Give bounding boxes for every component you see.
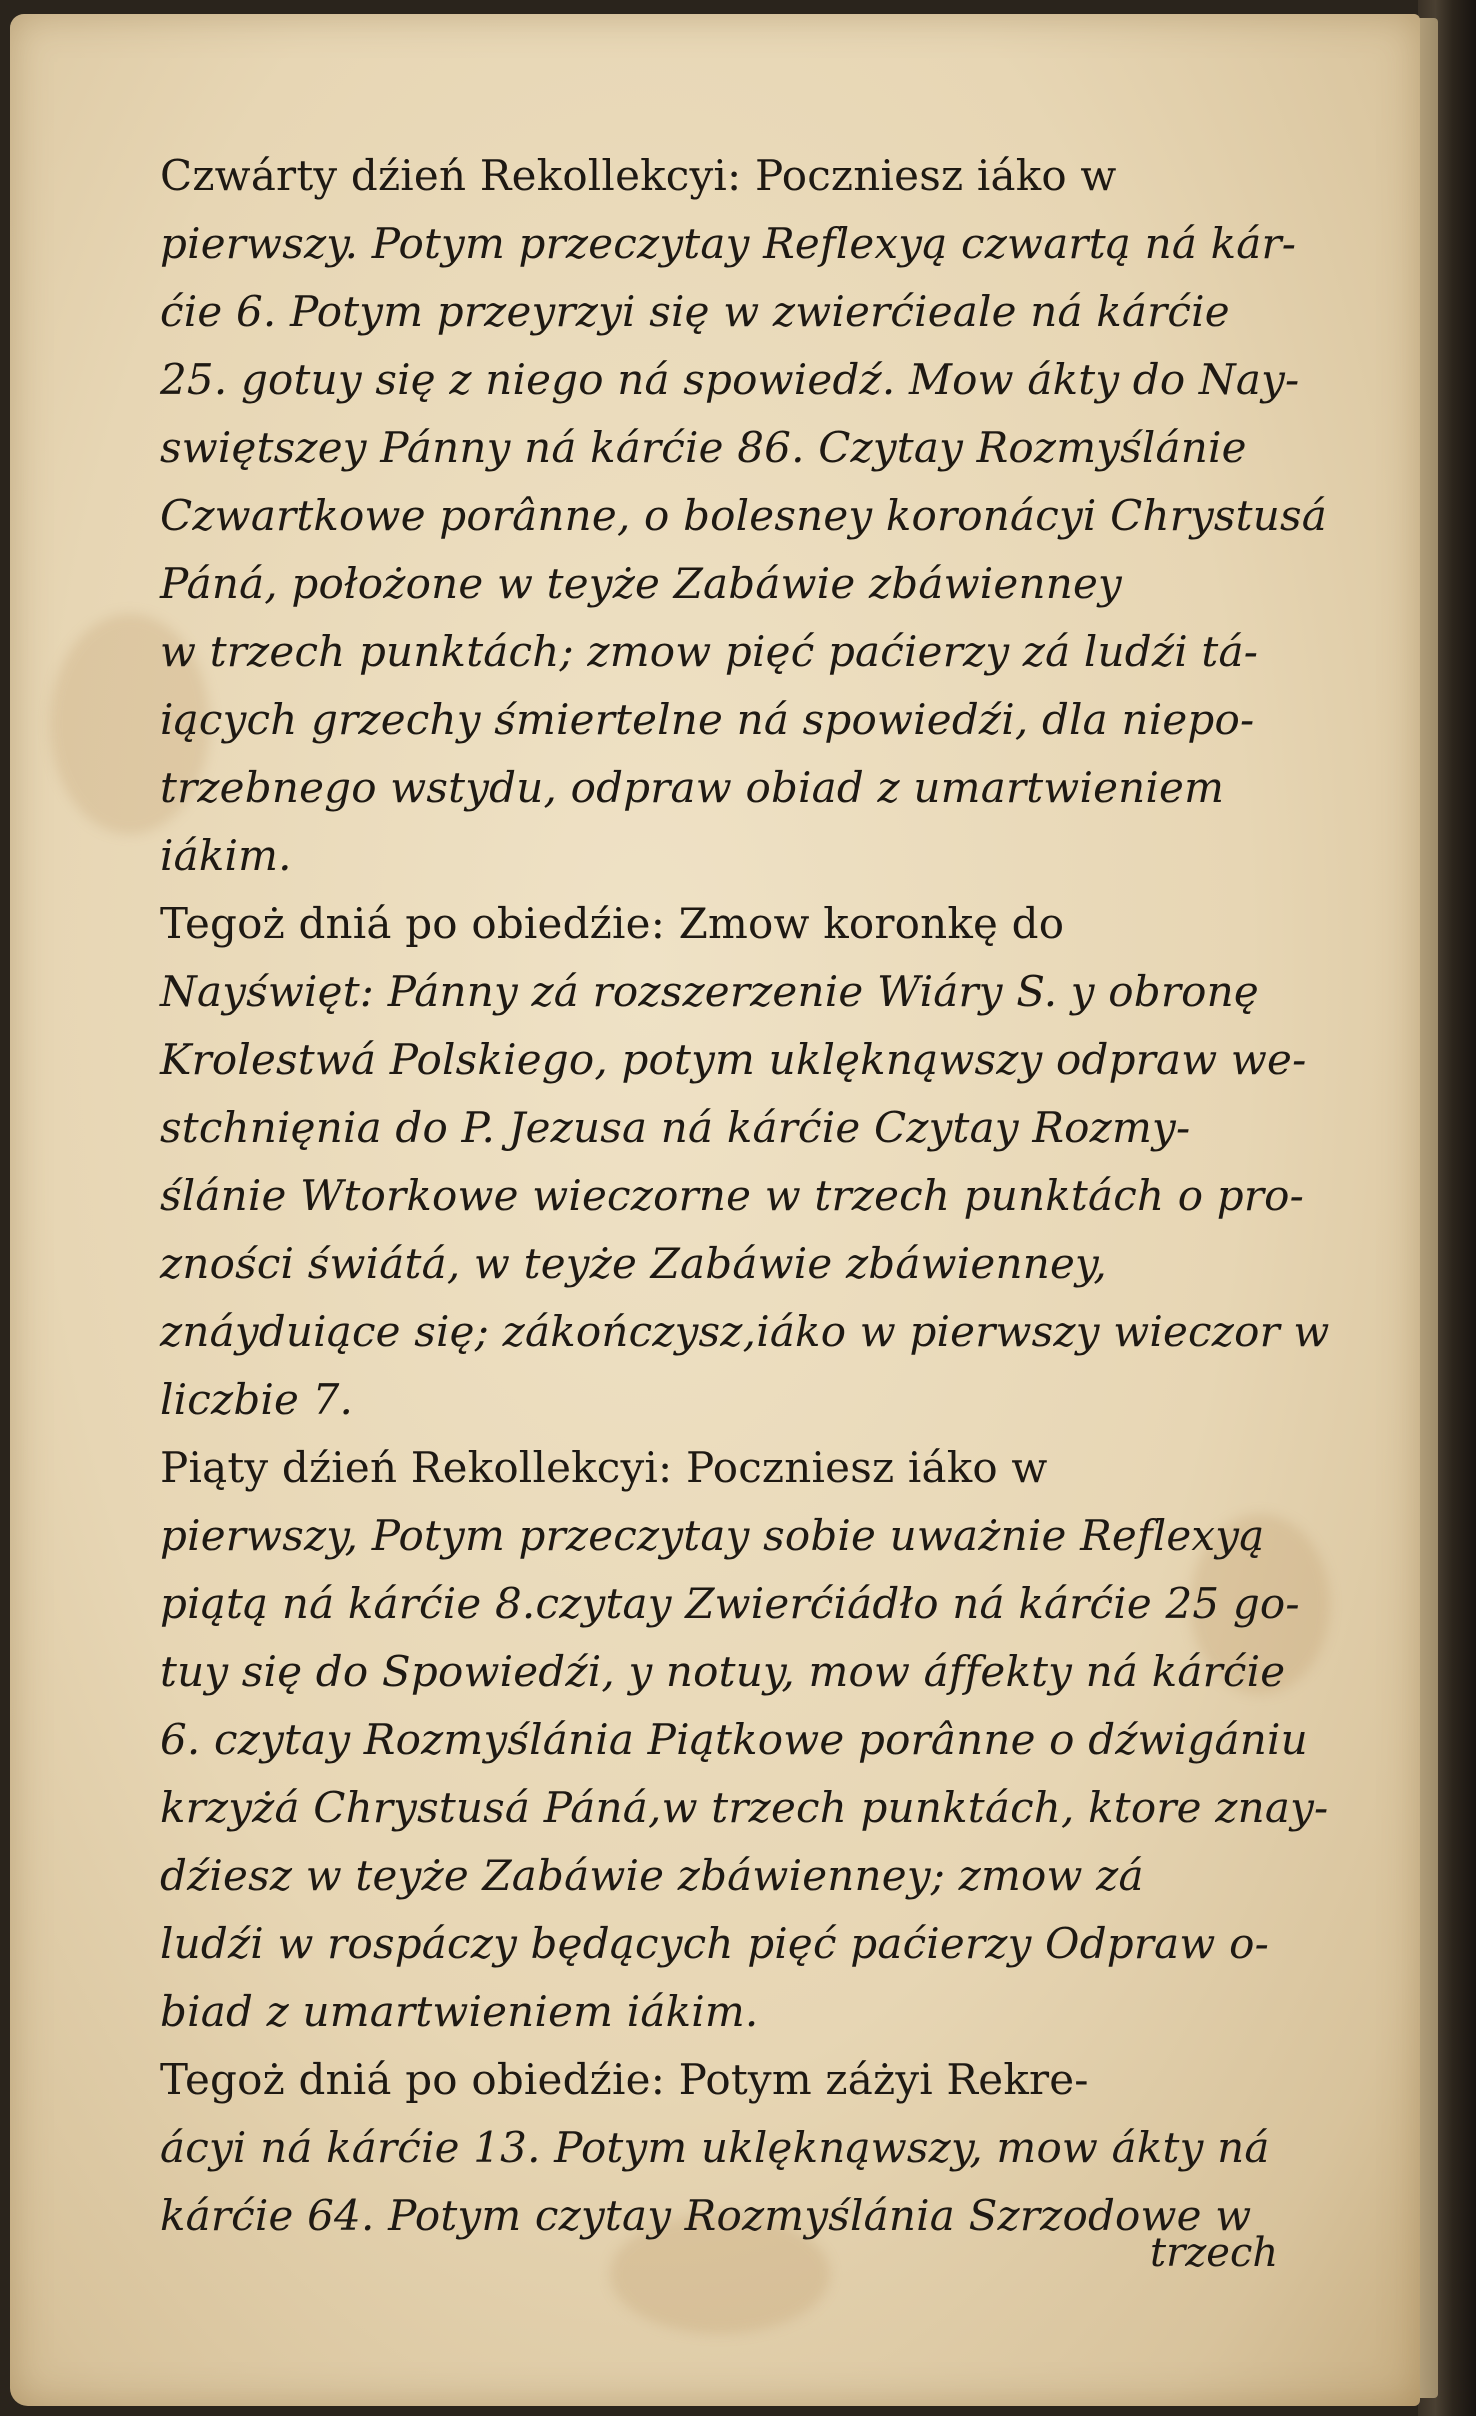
text-line: kárćie 64. Potym czytay Rozmyślánia Szrzodowe w <box>160 2191 1252 2240</box>
text-line: Czwárty dźień Rekollekcyi: Poczniesz iáko w <box>160 151 1117 200</box>
text-line: Czwartkowe porânne, o bolesney koronácyi Chrystusá <box>160 491 1327 540</box>
text-line: iących grzechy śmiertelne ná spowiedźi, dla niepo- <box>160 695 1255 744</box>
text-line: pierwszy, Potym przeczytay sobie uważnie Reflexyą <box>160 1511 1265 1560</box>
text-line: biad z umartwieniem iákim. <box>160 1987 759 2036</box>
text-line: ćie 6. Potym przeyrzyi się w zwierćieale ná kárćie <box>160 287 1230 336</box>
text-line: tuy się do Spowiedźi, y notuy, mow áffekty ná kárćie <box>160 1647 1286 1696</box>
text-line: ácyi ná kárćie 13. Potym uklęknąwszy, mow ákty ná <box>160 2123 1270 2172</box>
text-line: stchnięnia do P. Jezusa ná kárćie Czytay Rozmy- <box>160 1103 1191 1152</box>
page-text <box>160 142 1370 2250</box>
text-line: swiętszey Pánny ná kárćie 86. Czytay Rozmyślánie <box>160 423 1247 472</box>
text-line: 25. gotuy się z niego ná spowiedź. Mow ákty do Nay- <box>160 355 1300 404</box>
text-line: pierwszy. Potym przeczytay Reflexyą czwartą ná kár- <box>160 219 1297 268</box>
text-line: trzebnego wstydu, odpraw obiad z umartwieniem <box>160 763 1225 812</box>
text-line: ślánie Wtorkowe wieczorne w trzech punktách o pro- <box>160 1171 1305 1220</box>
text-line: zności świátá, w teyże Zabáwie zbáwienney, <box>160 1239 1107 1288</box>
text-line: w trzech punktách; zmow pięć paćierzy zá ludźi tá- <box>160 627 1259 676</box>
text-line: krzyżá Chrystusá Páná,w trzech punktách, ktore znay- <box>160 1783 1329 1832</box>
text-line: Páná, położone w teyże Zabáwie zbáwienney <box>160 559 1122 608</box>
text-line: Krolestwá Polskiego, potym uklęknąwszy odpraw we- <box>160 1035 1307 1084</box>
catchword: trzech <box>1150 2230 1279 2276</box>
text-line: Nayświęt: Pánny zá rozszerzenie Wiáry S. y obronę <box>160 967 1259 1016</box>
text-line: znáyduiące się; zákończysz,iáko w pierwszy wieczor w <box>160 1307 1330 1356</box>
text-line: iákim. <box>160 831 292 880</box>
text-line: Piąty dźień Rekollekcyi: Poczniesz iáko w <box>160 1443 1048 1492</box>
text-line: piątą ná kárćie 8.czytay Zwierćiádło ná kárćie 25 go- <box>160 1579 1300 1628</box>
text-line: dźiesz w teyże Zabáwie zbáwienney; zmow zá <box>160 1851 1144 1900</box>
text-line: liczbie 7. <box>160 1375 354 1424</box>
text-line: Tegoż dniá po obiedźie: Potym záżyi Rekre- <box>160 2055 1089 2104</box>
text-line: ludźi w rospáczy będących pięć paćierzy Odpraw o- <box>160 1919 1269 1968</box>
text-line: Tegoż dniá po obiedźie: Zmow koronkę do <box>160 899 1065 948</box>
text-line: 6. czytay Rozmyślánia Piątkowe porânne o dźwigániu <box>160 1715 1308 1764</box>
